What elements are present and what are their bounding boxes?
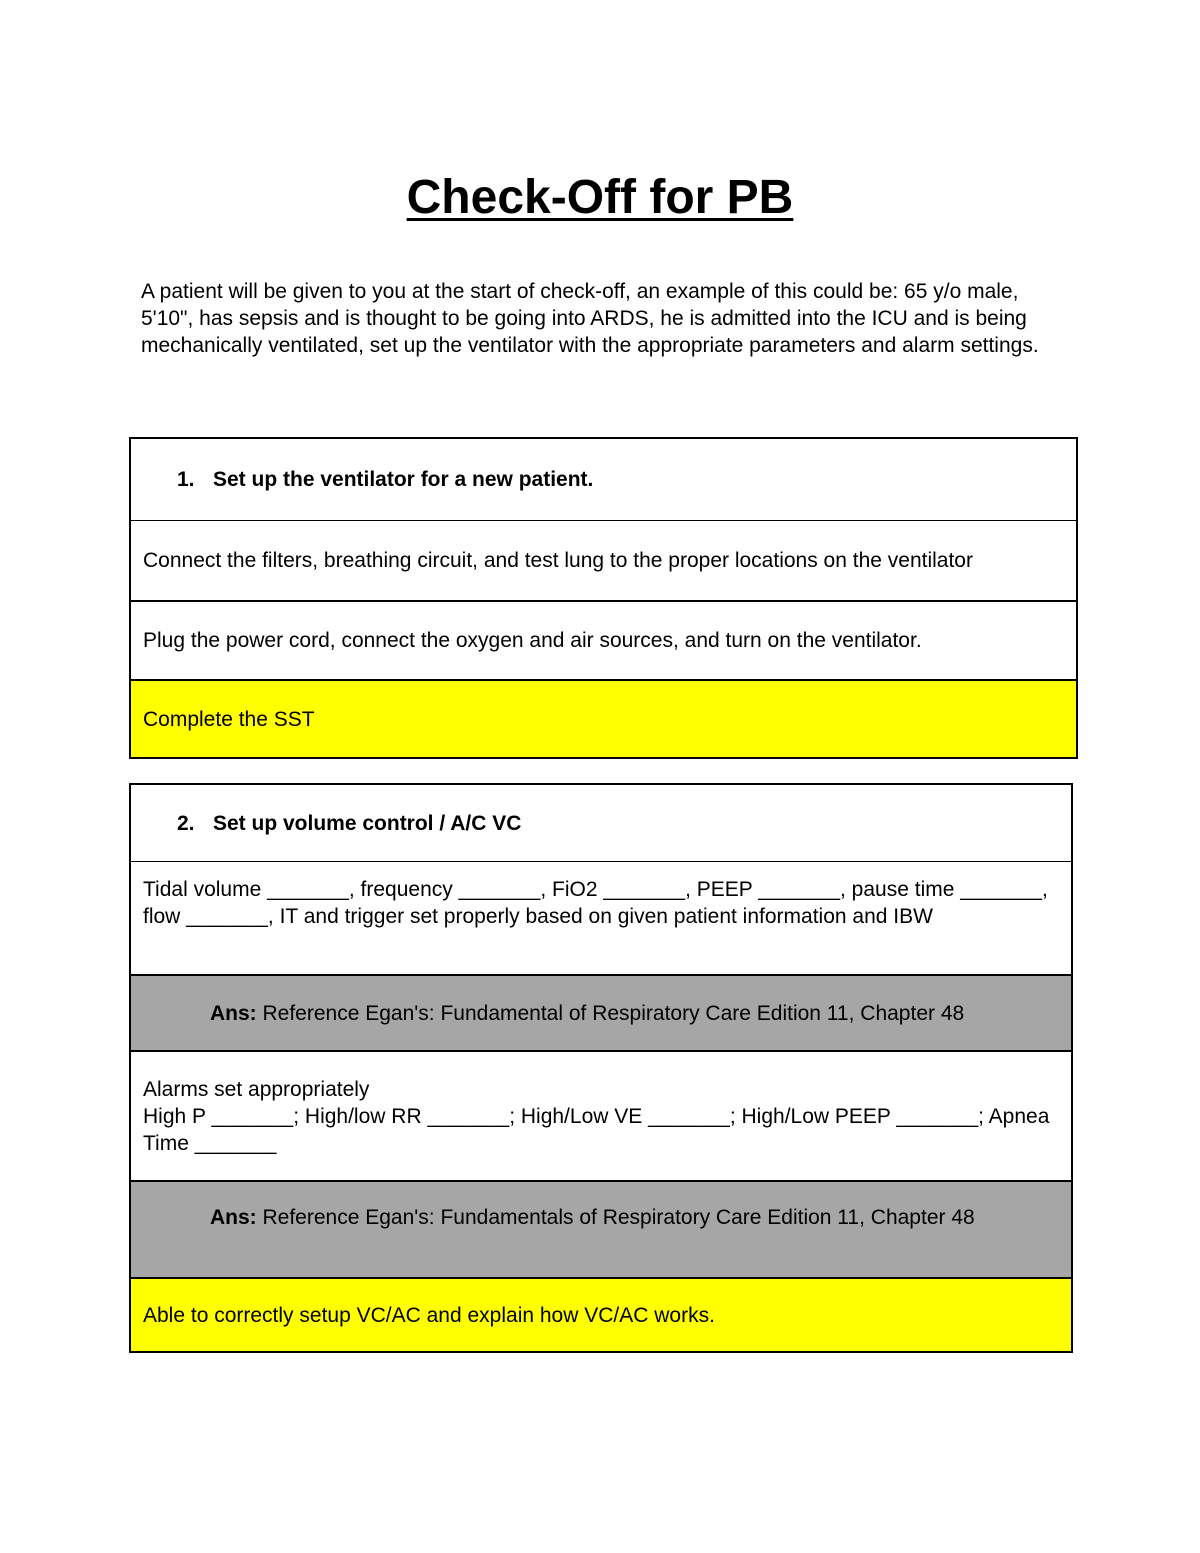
- section-2-number: 2.: [177, 811, 195, 835]
- page-title: Check-Off for PB: [406, 171, 794, 224]
- alarms-list: High P _______; High/low RR _______; High/Low VE _______; High/Low PEEP _______; Apnea Time _______: [143, 1105, 1050, 1155]
- section-1-number: 1.: [177, 468, 195, 491]
- answer-label: Ans:: [210, 1001, 257, 1025]
- section-2-alarms: [131, 1050, 1071, 1180]
- section-1-highlight: Complete the SST: [131, 679, 1076, 757]
- intro-paragraph: A patient will be given to you at the start of check-off, an example of this could be: 65 y/o male, 5'10", has sepsis and is thought to be going into ARDS, he is admitted into the ICU and is being mechanically ventilated, set up the ventilator with the appropriate parameters and alarm settings.: [141, 280, 1039, 357]
- answer-text: Reference Egan's: Fundamentals of Respiratory Care Edition 11, Chapter 48: [256, 1206, 975, 1229]
- section-1-step-connect: Connect the filters, breathing circuit, and test lung to the proper locations on the ventilator: [131, 520, 1076, 600]
- section-1-step-power: Plug the power cord, connect the oxygen and air sources, and turn on the ventilator.: [131, 600, 1076, 679]
- section-1-table: [129, 437, 1078, 759]
- section-2-settings: Tidal volume _______, frequency _______, FiO2 _______, PEEP _______, pause time _______, flow _______, IT and trigger set properly based on given patient information and IBW: [131, 861, 1071, 974]
- section-2-answer-2: [131, 1180, 1071, 1277]
- section-2-header: [131, 785, 1071, 861]
- section-1-heading: Set up the ventilator for a new patient.: [213, 468, 594, 491]
- alarms-title: Alarms set appropriately: [143, 1078, 370, 1101]
- section-2-heading: Set up volume control / A/C VC: [213, 811, 522, 835]
- section-1-header: [131, 439, 1076, 520]
- section-2-answer-1: [131, 974, 1071, 1050]
- answer-label: Ans:: [210, 1206, 257, 1229]
- answer-text: Reference Egan's: Fundamental of Respiratory Care Edition 11, Chapter 48: [256, 1001, 965, 1025]
- section-2-table: [129, 783, 1073, 1353]
- section-2-highlight: Able to correctly setup VC/AC and explain how VC/AC works.: [131, 1277, 1071, 1351]
